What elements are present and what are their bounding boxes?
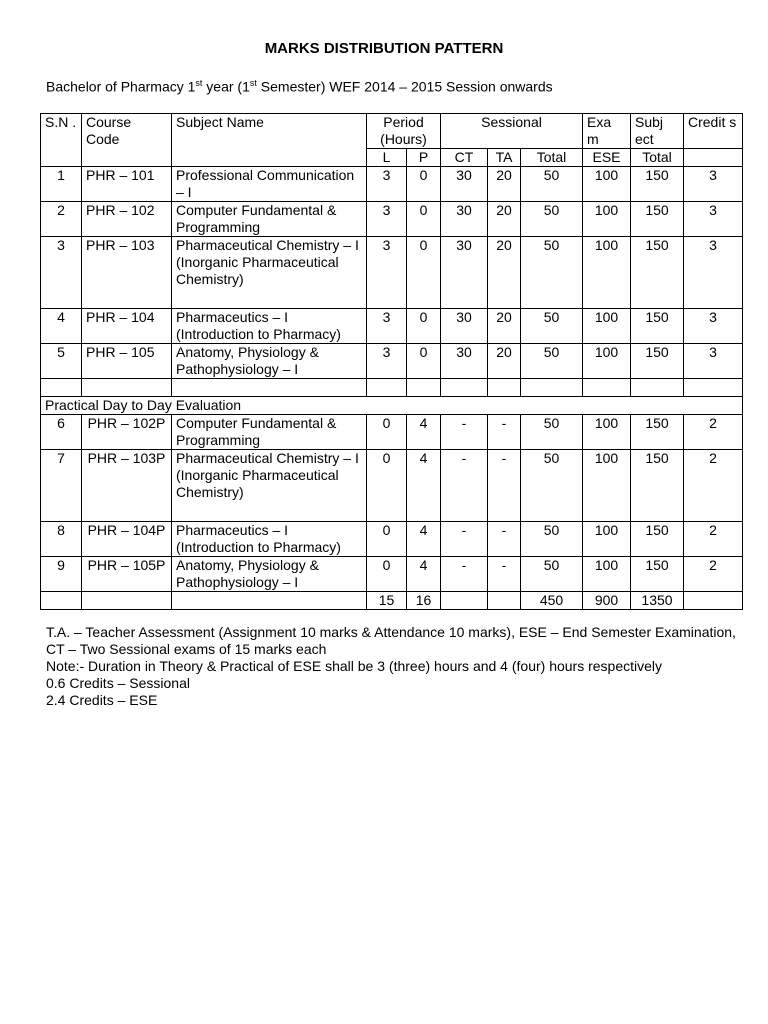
subtitle-text-3: Semester) WEF 2014 – 2015 Session onwards	[256, 78, 553, 95]
ese-cell: 100	[583, 344, 631, 379]
ta-cell: 20	[488, 237, 521, 309]
sn-cell: 4	[41, 309, 82, 344]
p-cell: 0	[407, 202, 441, 237]
ct-cell: 30	[441, 202, 488, 237]
l-cell: 0	[367, 557, 407, 592]
ese-cell: 100	[583, 237, 631, 309]
subject-name-cell: Anatomy, Physiology & Pathophysiology – I	[172, 557, 367, 592]
note-sessional-credits: 0.6 Credits – Sessional	[46, 675, 190, 691]
header-subject-name: Subject Name	[172, 114, 367, 167]
course-code-cell: PHR – 103P	[82, 450, 172, 522]
l-cell: 0	[367, 522, 407, 557]
total-cell: 50	[521, 202, 583, 237]
program-subtitle	[46, 78, 553, 95]
subj-total-cell: 150	[631, 450, 684, 522]
header-l: L	[367, 149, 407, 167]
total-p-cell: 16	[407, 592, 441, 610]
total-blank-cell	[172, 592, 367, 610]
total-cell: 50	[521, 237, 583, 309]
total-blank-cell	[684, 592, 743, 610]
totals-row	[41, 592, 743, 610]
subj-total-cell: 150	[631, 522, 684, 557]
credits-cell: 3	[684, 309, 743, 344]
credits-cell: 2	[684, 450, 743, 522]
p-cell: 4	[407, 522, 441, 557]
sn-cell: 3	[41, 237, 82, 309]
header-subj-total: Total	[631, 149, 684, 167]
ta-cell: -	[488, 522, 521, 557]
theory-row	[41, 202, 743, 237]
ta-cell: 20	[488, 344, 521, 379]
subj-total-cell: 150	[631, 344, 684, 379]
note-duration: Note:- Duration in Theory & Practical of ESE shall be 3 (three) hours and 4 (four) hours respectively	[46, 658, 663, 674]
sn-cell: 7	[41, 450, 82, 522]
ese-cell: 100	[583, 309, 631, 344]
subject-name-cell: Anatomy, Physiology & Pathophysiology – I	[172, 344, 367, 379]
total-cell: 50	[521, 450, 583, 522]
ese-cell: 100	[583, 557, 631, 592]
p-cell: 0	[407, 344, 441, 379]
credits-cell: 2	[684, 415, 743, 450]
sn-cell: 1	[41, 167, 82, 202]
blank-cell	[172, 379, 367, 397]
p-cell: 4	[407, 415, 441, 450]
practical-row	[41, 522, 743, 557]
subtitle-sup-2: st	[249, 78, 257, 88]
total-subj-total-cell: 1350	[631, 592, 684, 610]
ese-cell: 100	[583, 522, 631, 557]
practical-row	[41, 415, 743, 450]
header-p: P	[407, 149, 441, 167]
l-cell: 3	[367, 167, 407, 202]
p-cell: 0	[407, 237, 441, 309]
theory-row	[41, 237, 743, 309]
practical-row	[41, 557, 743, 592]
blank-cell	[583, 379, 631, 397]
sn-cell: 5	[41, 344, 82, 379]
blank-cell	[488, 379, 521, 397]
ese-cell: 100	[583, 415, 631, 450]
subject-name-cell: Pharmaceutics – I (Introduction to Pharmacy)	[172, 309, 367, 344]
header-ct: CT	[441, 149, 488, 167]
blank-cell	[41, 379, 82, 397]
total-total-cell: 450	[521, 592, 583, 610]
p-cell: 0	[407, 167, 441, 202]
subj-total-cell: 150	[631, 415, 684, 450]
total-cell: 50	[521, 415, 583, 450]
ct-cell: -	[441, 557, 488, 592]
p-cell: 4	[407, 450, 441, 522]
practical-heading-row	[41, 397, 743, 415]
total-cell: 50	[521, 344, 583, 379]
blank-cell	[367, 379, 407, 397]
l-cell: 3	[367, 344, 407, 379]
course-code-cell: PHR – 103	[82, 237, 172, 309]
theory-row	[41, 344, 743, 379]
total-ese-cell: 900	[583, 592, 631, 610]
subject-name-cell: Pharmaceutical Chemistry – I (Inorganic Pharmaceutical Chemistry)	[172, 237, 367, 309]
ct-cell: 30	[441, 237, 488, 309]
ta-cell: 20	[488, 202, 521, 237]
subj-total-cell: 150	[631, 167, 684, 202]
l-cell: 3	[367, 202, 407, 237]
blank-cell	[441, 379, 488, 397]
subj-total-cell: 150	[631, 202, 684, 237]
ct-cell: -	[441, 415, 488, 450]
subject-name-cell: Computer Fundamental & Programming	[172, 202, 367, 237]
p-cell: 4	[407, 557, 441, 592]
ct-cell: 30	[441, 344, 488, 379]
subject-name-cell: Computer Fundamental & Programming	[172, 415, 367, 450]
header-credits: Credit s	[684, 114, 743, 149]
blank-cell	[684, 379, 743, 397]
credits-cell: 2	[684, 522, 743, 557]
header-ta: TA	[488, 149, 521, 167]
ct-cell: -	[441, 522, 488, 557]
ta-cell: -	[488, 557, 521, 592]
credits-cell: 2	[684, 557, 743, 592]
header-total: Total	[521, 149, 583, 167]
sn-cell: 2	[41, 202, 82, 237]
sn-cell: 8	[41, 522, 82, 557]
subject-name-cell: Professional Communication – I	[172, 167, 367, 202]
course-code-cell: PHR – 105P	[82, 557, 172, 592]
theory-row	[41, 167, 743, 202]
notes-section	[46, 624, 746, 709]
total-cell: 50	[521, 522, 583, 557]
note-ese-credits: 2.4 Credits – ESE	[46, 692, 158, 708]
header-credits-blank	[684, 149, 743, 167]
header-ese: ESE	[583, 149, 631, 167]
course-code-cell: PHR – 104P	[82, 522, 172, 557]
subtitle-sup-1: st	[195, 78, 203, 88]
total-cell: 50	[521, 167, 583, 202]
course-code-cell: PHR – 105	[82, 344, 172, 379]
l-cell: 0	[367, 450, 407, 522]
total-cell: 50	[521, 309, 583, 344]
header-sessional: Sessional	[441, 114, 583, 149]
l-cell: 3	[367, 309, 407, 344]
subject-name-cell: Pharmaceutical Chemistry – I (Inorganic Pharmaceutical Chemistry)	[172, 450, 367, 522]
ta-cell: -	[488, 415, 521, 450]
course-code-cell: PHR – 102P	[82, 415, 172, 450]
subj-total-cell: 150	[631, 309, 684, 344]
page-title: MARKS DISTRIBUTION PATTERN	[264, 40, 504, 57]
ct-cell: 30	[441, 309, 488, 344]
ta-cell: 20	[488, 309, 521, 344]
ese-cell: 100	[583, 450, 631, 522]
blank-cell	[521, 379, 583, 397]
marks-distribution-table	[40, 113, 743, 610]
total-blank-cell	[82, 592, 172, 610]
course-code-cell: PHR – 104	[82, 309, 172, 344]
l-cell: 3	[367, 237, 407, 309]
practical-heading: Practical Day to Day Evaluation	[41, 397, 743, 415]
credits-cell: 3	[684, 167, 743, 202]
ese-cell: 100	[583, 167, 631, 202]
ct-cell: -	[441, 450, 488, 522]
subj-total-cell: 150	[631, 557, 684, 592]
blank-row	[41, 379, 743, 397]
total-l-cell: 15	[367, 592, 407, 610]
total-cell: 50	[521, 557, 583, 592]
subtitle-text-1: Bachelor of Pharmacy 1	[46, 78, 196, 95]
header-row	[41, 114, 743, 149]
total-blank-cell	[441, 592, 488, 610]
subj-total-cell: 150	[631, 237, 684, 309]
credits-cell: 3	[684, 344, 743, 379]
note-abbreviations: T.A. – Teacher Assessment (Assignment 10 marks & Attendance 10 marks), ESE – End Semester Examination, CT – Two Sessional exams of 15 marks each	[46, 624, 736, 657]
subject-name-cell: Pharmaceutics – I (Introduction to Pharmacy)	[172, 522, 367, 557]
p-cell: 0	[407, 309, 441, 344]
ese-cell: 100	[583, 202, 631, 237]
theory-row	[41, 309, 743, 344]
blank-cell	[631, 379, 684, 397]
total-blank-cell	[41, 592, 82, 610]
header-subject-total: Subj ect	[631, 114, 684, 149]
ta-cell: 20	[488, 167, 521, 202]
header-period: Period (Hours)	[367, 114, 441, 149]
practical-row	[41, 450, 743, 522]
ta-cell: -	[488, 450, 521, 522]
sn-cell: 6	[41, 415, 82, 450]
credits-cell: 3	[684, 202, 743, 237]
blank-cell	[82, 379, 172, 397]
subtitle-text-2: year (1	[202, 78, 250, 95]
ct-cell: 30	[441, 167, 488, 202]
credits-cell: 3	[684, 237, 743, 309]
course-code-cell: PHR – 102	[82, 202, 172, 237]
course-code-cell: PHR – 101	[82, 167, 172, 202]
l-cell: 0	[367, 415, 407, 450]
total-blank-cell	[488, 592, 521, 610]
blank-cell	[407, 379, 441, 397]
header-exam: Exa m	[583, 114, 631, 149]
header-course-code: Course Code	[82, 114, 172, 167]
header-sn: S.N .	[41, 114, 82, 167]
sn-cell: 9	[41, 557, 82, 592]
